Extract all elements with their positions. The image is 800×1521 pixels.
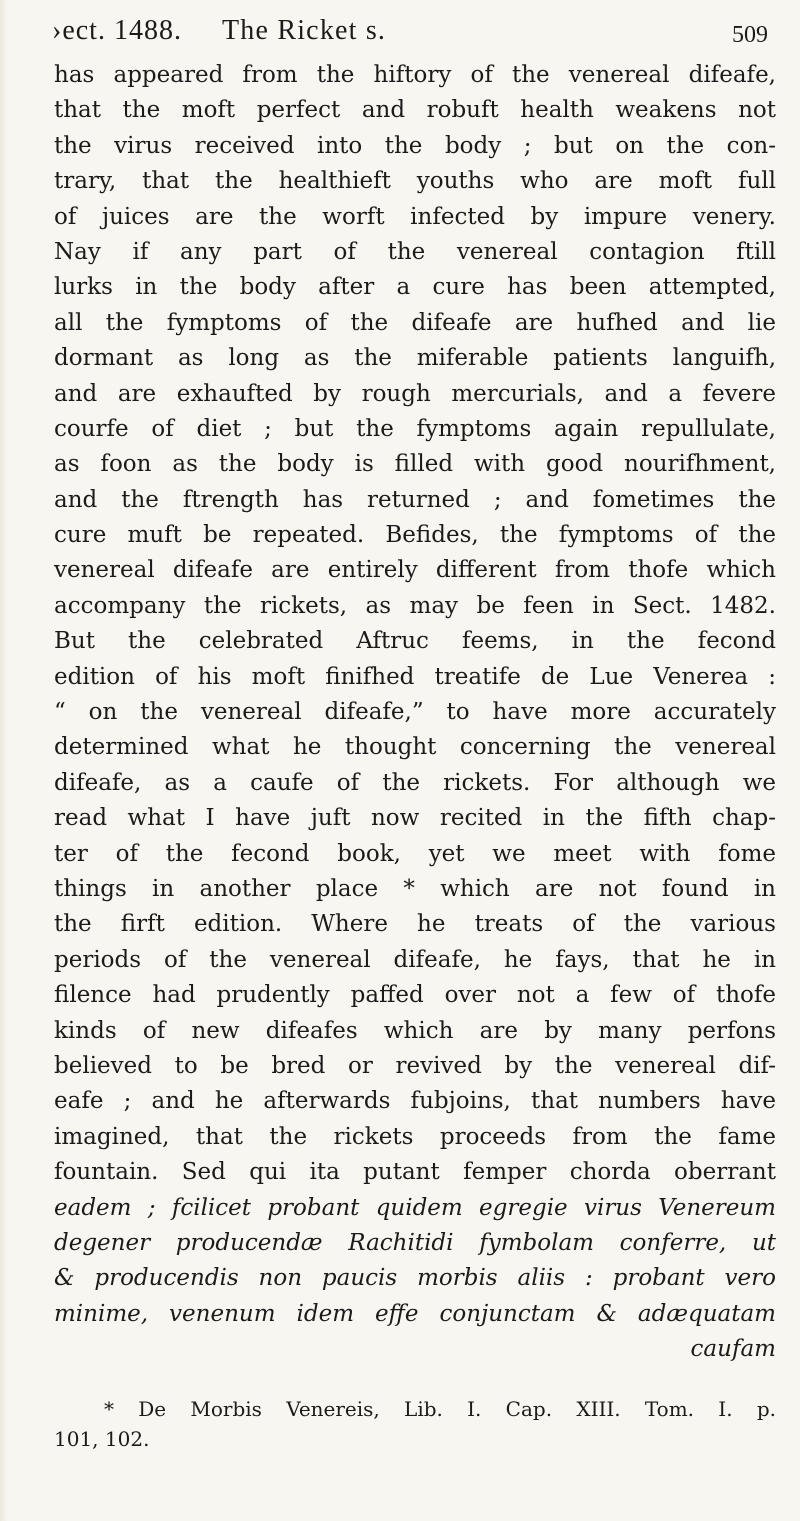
text-line: cure muft be repeated. Befides, the fymptoms of the <box>54 522 776 549</box>
text-line: periods of the venereal difeafe, he fays, that he in <box>54 946 776 973</box>
page-gutter-shadow <box>0 0 8 1521</box>
text-line: filence had prudently paffed over not a few of thofe <box>54 982 776 1009</box>
text-line: difeafe, as a caufe of the rickets. For although we <box>54 769 776 796</box>
text-line: believed to be bred or revived by the venereal dif- <box>54 1052 776 1079</box>
running-title: The Ricket s. <box>222 15 387 46</box>
text-line: “ on the venereal difeafe,” to have more accurately <box>54 699 776 726</box>
text-line: Nay if any part of the venereal contagion ftill <box>54 238 776 265</box>
text-line: courfe of diet ; but the fymptoms again repullulate, <box>54 415 776 442</box>
running-header <box>52 12 776 50</box>
latin-quotation-line: & producendis non paucis morbis aliis : probant vero <box>54 1265 776 1292</box>
text-line: imagined, that the rickets proceeds from the fame <box>54 1123 776 1150</box>
text-line: and the ftrength has returned ; and fometimes the <box>54 486 776 513</box>
latin-quotation-line: eadem ; fcilicet probant quidem egregie virus Venereum <box>54 1194 776 1221</box>
text-line: dormant as long as the miferable patients languifh, <box>54 345 776 372</box>
text-line: But the celebrated Aftruc feems, in the fecond <box>54 628 776 655</box>
text-line: determined what he thought concerning the venereal <box>54 734 776 761</box>
latin-quotation-line: minime, venenum idem effe conjunctam & adæquatam <box>54 1300 776 1327</box>
section-reference: ›ect. 1488. <box>52 15 182 46</box>
text-line: trary, that the healthieft youths who are moft full <box>54 168 776 195</box>
page-number: 509 <box>732 22 768 48</box>
footnote <box>54 1394 776 1454</box>
text-line: read what I have juft now recited in the fifth chap- <box>54 805 776 832</box>
text-line: eafe ; and he afterwards fubjoins, that numbers have <box>54 1088 776 1115</box>
text-line: things in another place * which are not found in <box>54 875 776 902</box>
text-line: of juices are the worft infected by impure venery. <box>54 203 776 230</box>
text-line: ter of the fecond book, yet we meet with fome <box>54 840 776 867</box>
latin-quotation-line: degener producendæ Rachitidi fymbolam conferre, ut <box>54 1229 776 1256</box>
text-line: accompany the rickets, as may be feen in Sect. 1482. <box>54 592 776 619</box>
text-line: all the fymptoms of the difeafe are hufhed and lie <box>54 309 776 336</box>
text-line: fountain. Sed qui ita putant femper chorda oberrant <box>54 1159 776 1186</box>
text-line: has appeared from the hiftory of the venereal difeafe, <box>54 62 776 88</box>
main-text <box>54 58 776 1367</box>
text-line: as foon as the body is filled with good nourifhment, <box>54 451 776 478</box>
text-line: kinds of new difeafes which are by many perfons <box>54 1017 776 1044</box>
footnote-line: * De Morbis Venereis, Lib. I. Cap. XIII. Tom. I. p. <box>104 1397 776 1421</box>
text-line: edition of his moft finifhed treatife de Lue Venerea : <box>54 663 776 690</box>
text-line: that the moft perfect and robuft health weakens not <box>54 97 776 124</box>
footnote-line: 101, 102. <box>54 1427 150 1451</box>
text-line: and are exhaufted by rough mercurials, and a fevere <box>54 380 776 407</box>
catchword: caufam <box>690 1336 776 1363</box>
text-line: venereal difeafe are entirely different from thofe which <box>54 557 776 584</box>
text-line: the virus received into the body ; but on the con- <box>54 132 776 159</box>
text-line: lurks in the body after a cure has been attempted, <box>54 274 776 301</box>
text-line: the firft edition. Where he treats of the various <box>54 911 776 938</box>
